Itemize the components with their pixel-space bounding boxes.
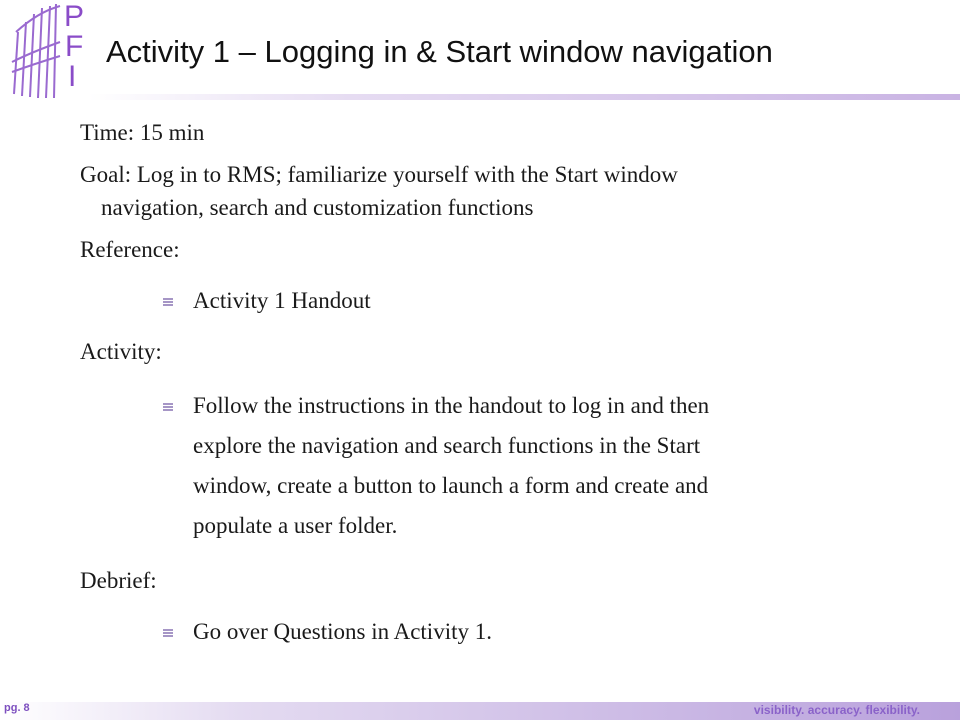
activity-bullet-item xyxy=(80,386,900,546)
activity-bullet-line-4: populate a user folder. xyxy=(193,513,398,538)
footer-tagline: visibility. accuracy. flexibility. xyxy=(753,703,920,717)
logo-letter-p: P xyxy=(64,0,85,33)
debrief-bullet-text: Go over Questions in Activity 1. xyxy=(193,619,492,644)
reference-label: Reference: xyxy=(80,237,180,262)
activity-label: Activity: xyxy=(80,339,162,364)
bullet-icon xyxy=(163,402,173,412)
activity-bullet-line-1: Follow the instructions in the handout to log in and then xyxy=(193,393,710,418)
logo-letter-f: F xyxy=(65,30,84,63)
debrief-label: Debrief: xyxy=(80,568,157,593)
logo-letter-i: I xyxy=(68,60,77,93)
title-underline-bar xyxy=(88,94,960,100)
page-number: pg. 8 xyxy=(4,702,30,714)
logo-bridge-graphic xyxy=(8,2,68,102)
company-logo xyxy=(8,2,100,102)
activity-bullet-line-3: window, create a button to launch a form and create and xyxy=(193,473,709,498)
debrief-bullet-item xyxy=(80,615,900,648)
reference-bullet-text: Activity 1 Handout xyxy=(193,288,371,313)
slide-content xyxy=(80,116,900,648)
reference-bullet-item xyxy=(80,284,900,317)
goal-line-1: Goal: Log in to RMS; familiarize yourself with the Start window xyxy=(80,162,678,187)
goal-block xyxy=(80,158,900,224)
activity-bullet-line-2: explore the navigation and search functions in the Start xyxy=(193,433,701,458)
time-line: Time: 15 min xyxy=(80,120,205,145)
bullet-icon xyxy=(163,297,173,307)
goal-line-2: navigation, search and customization functions xyxy=(101,195,534,220)
bullet-icon xyxy=(163,628,173,638)
slide-title: Activity 1 – Logging in & Start window navigation xyxy=(106,34,773,69)
